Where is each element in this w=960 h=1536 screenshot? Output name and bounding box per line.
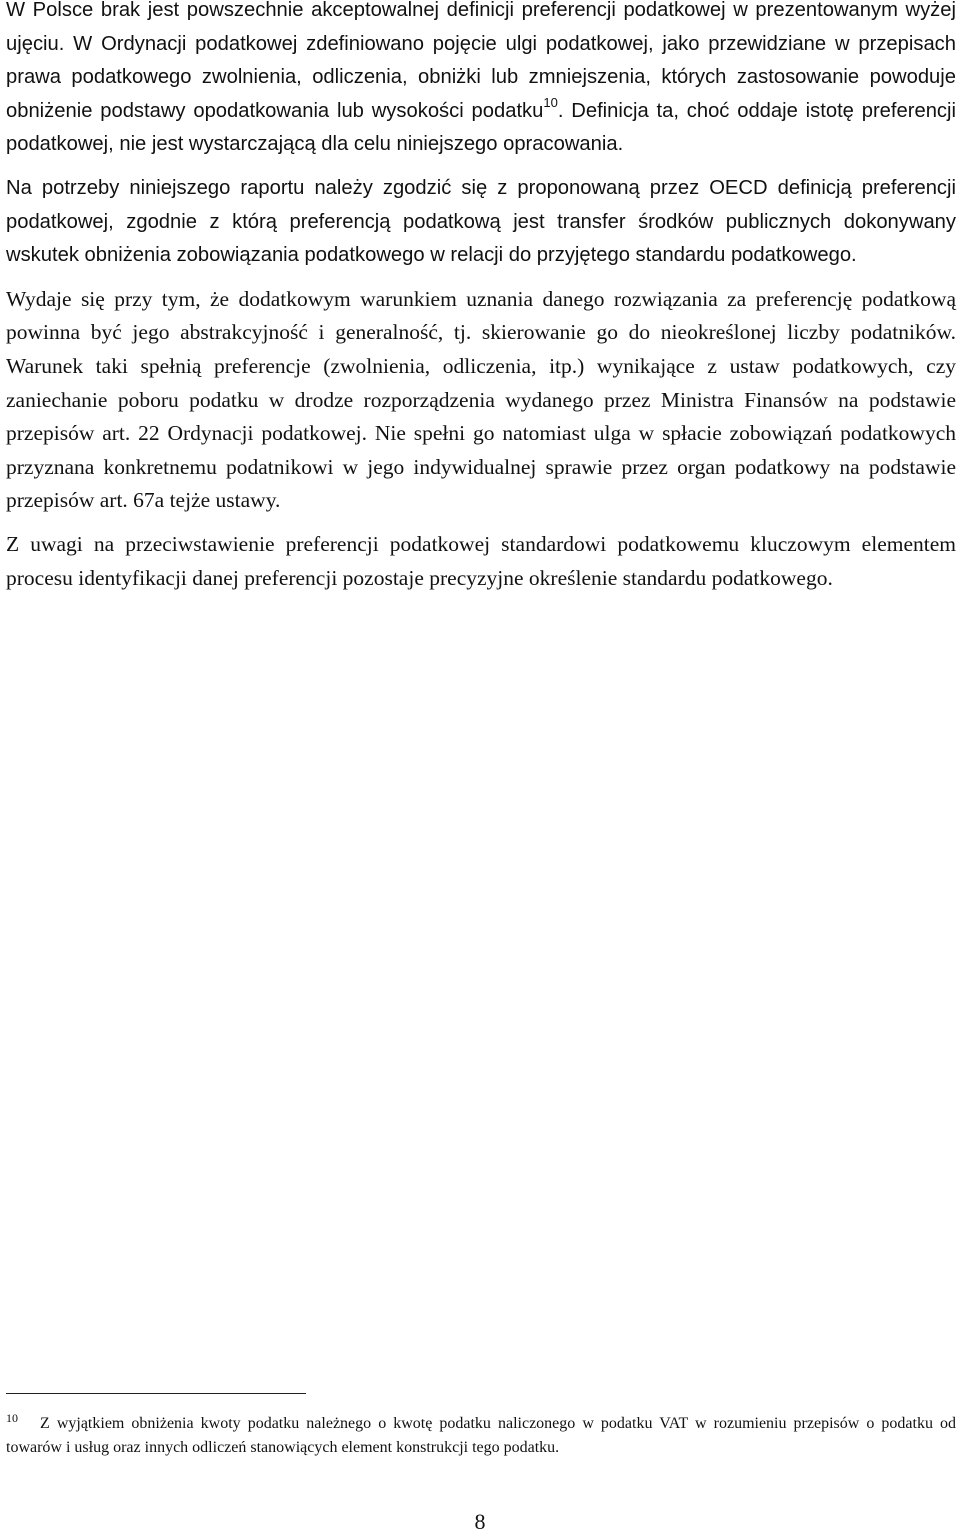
footnote bbox=[6, 1412, 956, 1460]
footnote-reference: 10 bbox=[543, 95, 558, 111]
paragraph-abstract-general-condition: Wydaje się przy tym, że dodatkowym warunkiem uznania danego rozwiązania za preferencję podatkową powinna być jego abstrakcyjność i generalność, tj. skierowanie go do nieokreślonej liczby podatników. Warunek taki spełnią preferencje (zwolnienia, odliczenia, itp.) wynikające z ustaw podatkowych, czy zaniechanie poboru podatku w drodze rozporządzenia wydanego przez Ministra Finansów na podstawie przepisów art. 22 Ordynacji podatkowej. Nie spełni go natomiast ulga w spłacie zobowiązań podatkowych przyznana konkretnemu podatnikowi w jego indywidualnej sprawie przez organ podatkowy na podstawie przepisów art. 67a tejże ustawy. bbox=[6, 286, 956, 513]
footnote-separator bbox=[6, 1393, 306, 1394]
paragraph-oecd-definition: Na potrzeby niniejszego raportu należy zgodzić się z proponowaną przez OECD definicją preferencji podatkowej, zgodnie z którą preferencją podatkową jest transfer środków publicznych dokonywany wskutek obniżenia zobowiązania podatkowego w relacji do przyjętego standardu podatkowego. bbox=[6, 176, 956, 267]
paragraph-tax-standard: Z uwagi na przeciwstawienie preferencji podatkowej standardowi podatkowemu kluczowym elementem procesu identyfikacji danej preferencji pozostaje precyzyjne określenie standardu podatkowego. bbox=[6, 531, 956, 590]
document-page bbox=[6, 0, 956, 605]
paragraph-text-continued: . Definicja ta, choć oddaje istotę preferencji podatkowej, nie jest wystarczającą dla celu niniejszego opracowania. bbox=[6, 99, 956, 156]
footnote-number: 10 bbox=[6, 1411, 18, 1425]
page-number: 8 bbox=[474, 1509, 486, 1534]
paragraph-tax-preference-definition bbox=[6, 0, 956, 162]
footnote-text: Z wyjątkiem obniżenia kwoty podatku należnego o kwotę podatku naliczonego w podatku VAT w rozumieniu przepisów o podatku od towarów i usług oraz innych odliczeń stanowiących element konstrukcji tego podatku. bbox=[6, 1415, 956, 1456]
paragraph-text: W Polsce brak jest powszechnie akceptowalnej definicji preferencji podatkowej w prezentowanym wyżej ujęciu. W Ordynacji podatkowej zdefiniowano pojęcie ulgi podatkowej, jako przewidziane w przepisach prawa podatkowego zwolnienia, odliczenia, obniżki lub zmniejszenia, których zastosowanie powoduje obniżenie podstawy opodatkowania lub wysokości podatku bbox=[6, 0, 956, 122]
